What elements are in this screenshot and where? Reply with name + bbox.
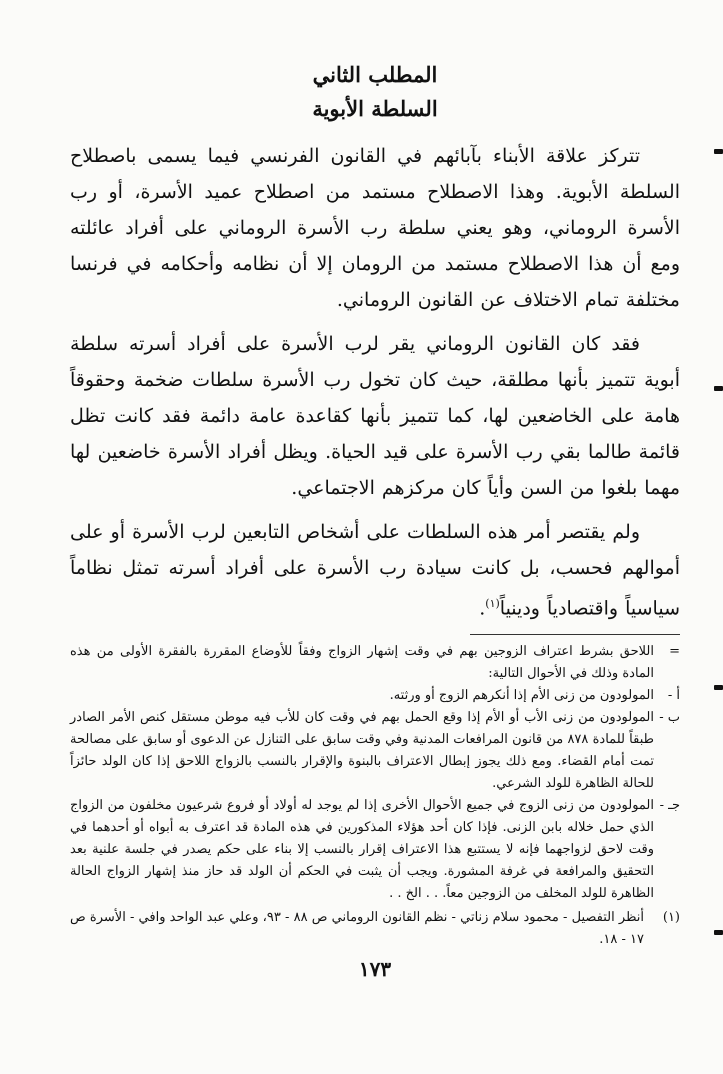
page-number: ١٧٣: [358, 957, 392, 982]
footnote-list-item: [70, 795, 680, 905]
list-item-label: ب -: [659, 710, 680, 726]
footnote-text: أنظر التفصيل - محمود سلام زناتي - نظم القانون الروماني ص ٨٨ - ٩٣، وعلي عبد الواحد وافي - الأسرة ص ١٧ - ١٨.: [70, 910, 644, 948]
paragraph-text: ولم يقتصر أمر هذه السلطات على أشخاص التابعين لرب الأسرة أو على أموالهم فحسب، بل كانت سيادة رب الأسرة على أفراد أسرته تمثل نظاماً سياسياً واقتصادياً ودينياً: [70, 521, 680, 620]
list-item-label: أ -: [667, 688, 680, 704]
footnote-number: (١): [662, 910, 680, 926]
footnote-text: اللاحق بشرط اعتراف الزوجين بهم في وقت إشهار الزواج وفقاً للأوضاع المقررة بالفقرة الأولى من هذه المادة وذلك في الأحوال التالية:: [70, 644, 654, 682]
list-item-text: المولودون من زنى الزوج في جميع الأحوال الأخرى إذا لم يوجد له أولاد أو فروع شرعيون مخلفون من الزواج الذي حمل خلاله بابن الزنى. فإذا كان أحد هؤلاء المذكورين في هذه المادة قد اعترف به أبواه أو أحدهما في وقت لاحق لزواجهما فإنه لا يستتبع هذا الاعتراف إقرار بالنسب إلا بناء على حكم يصدر في جلسة علنية بعد التحقيق والمرافعة في غرفة المشورة. ويجب أن يثبت في الحكم أن الولد قد حاز منذ إشهار الزواج الحالة الظاهرة للولد المخلف من الزوجين معاً. . . الخ . .: [70, 798, 654, 902]
footnote-list-item: [70, 707, 680, 795]
footnote-continuation: [70, 641, 680, 685]
paragraph: ولم يقتصر أمر هذه السلطات على أشخاص التابعين لرب الأسرة أو على أموالهم فحسب، بل كانت سيادة رب الأسرة على أفراد أسرته تمثل نظاماً سياسياً واقتصادياً ودينياً$^{(١)}$.: [70, 521, 680, 620]
list-item-text: المولودون من زنى الأم إذا أنكرهم الزوج أو ورثته.: [389, 688, 654, 704]
section-title: المطلب الثاني: [312, 62, 438, 87]
margin-tick: [714, 930, 723, 935]
section-subtitle: السلطة الأبوية: [312, 96, 438, 121]
footnote: [70, 907, 680, 951]
paragraph: تتركز علاقة الأبناء بآبائهم في القانون الفرنسي فيما يسمى باصطلاح السلطة الأبوية. وهذا الاصطلاح مستمد من اصطلاح عميد الأسرة، أو رب الأسرة الروماني، وهو يعني سلطة رب الأسرة الروماني على أفراد عائلته ومع أن هذا الاصطلاح مستمد من الرومان إلا أن نظامه وأحكامه في فرنسا مختلفة تمام الاختلاف عن القانون الروماني.: [70, 145, 680, 311]
paragraph: فقد كان القانون الروماني يقر لرب الأسرة على أفراد أسرته سلطة أبوية تتميز بأنها مطلقة، حيث كان تخول رب الأسرة سلطات ضخمة وحقوقاً هامة على الخاضعين لها، كما تتميز بأنها كقاعدة عامة دائمة فقد كانت تظل قائمة طالما بقي رب الأسرة على قيد الحياة. ويظل أفراد الأسرة خاضعين لها مهما بلغوا من السن وأياً كان مركزهم الاجتماعي.: [70, 333, 680, 499]
margin-tick: [714, 149, 723, 154]
list-item-label: جـ -: [659, 798, 680, 814]
footnote-reference: (١): [485, 597, 500, 610]
footnote-list-item: [70, 685, 680, 707]
list-item-text: المولودون من زنى الأب أو الأم إذا وقع الحمل بهم في وقت كان للأب فيه موطن مستقل كنص الأمر الصادر طبقاً للمادة ٨٧٨ من قانون المرافعات المدنية وفي وقت سابق على التنازل عن الدعوى أو سابق على مصالحة تمت أمام القضاء. ومع ذلك يجوز إبطال الاعتراف بالبنوة والإقرار بالنسب بالزواج اللاحق إذا كان الولد حائزاً للحالة الظاهرة للولد الشرعي.: [70, 710, 654, 792]
margin-tick: [714, 386, 723, 391]
footnotes: [70, 641, 680, 951]
footnote-divider: [470, 634, 680, 635]
continuation-mark: =: [669, 644, 680, 660]
margin-tick: [714, 685, 723, 690]
body-text: [70, 138, 680, 626]
document-page: [70, 58, 680, 981]
